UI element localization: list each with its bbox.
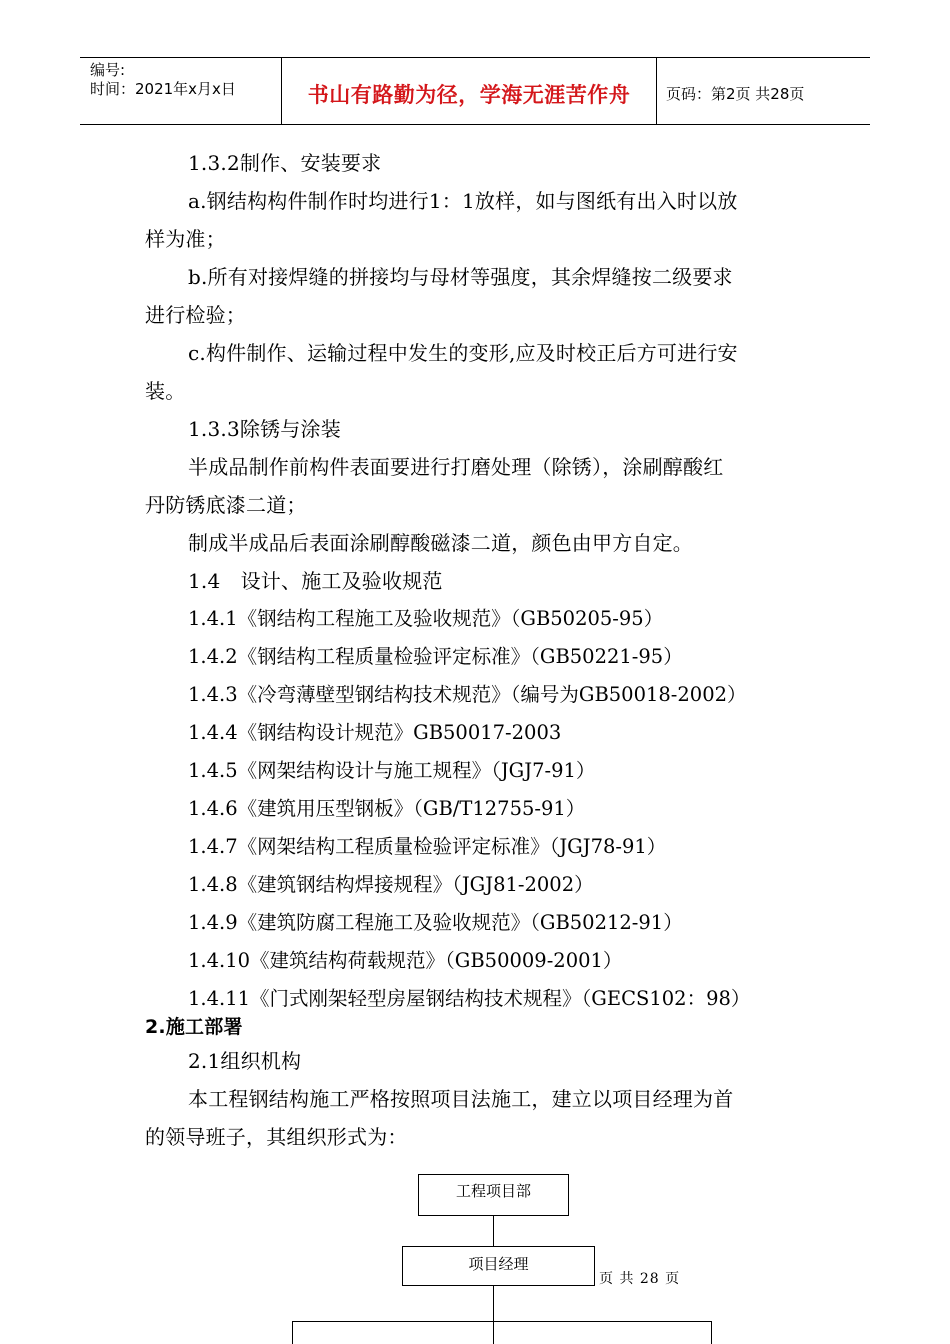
org-box-project-manager [402, 1246, 595, 1286]
footer-page-number: 页 共 28 页 [599, 1271, 681, 1287]
standard-reference: 1.4.4《钢结构设计规范》GB50017-2003 [188, 721, 562, 744]
header-page-number: 页码：第2页 共28页 [666, 85, 805, 103]
standard-reference: 1.4.7《网架结构工程质量检验评定标准》（JGJ78-91） [188, 835, 667, 858]
paragraph-line: 进行检验； [145, 303, 246, 327]
subsection-heading: 1.4 设计、施工及验收规范 [188, 569, 443, 593]
subsection-heading: 2.1组织机构 [188, 1049, 302, 1073]
subsection-heading: 1.3.3除锈与涂装 [188, 417, 341, 441]
page-header [80, 57, 870, 125]
paragraph-line: 丹防锈底漆二道； [145, 493, 307, 517]
standard-reference: 1.4.3《冷弯薄壁型钢结构技术规范》（编号为GB50018-2002） [188, 683, 747, 706]
date-label: 时间：2021年x月x日 [90, 80, 236, 98]
standard-reference: 1.4.8《建筑钢结构焊接规程》（JGJ81-2002） [188, 873, 594, 896]
serial-number-label: 编号: [90, 61, 126, 79]
org-branch-line [292, 1321, 293, 1344]
paragraph-line: 本工程钢结构施工严格按照项目法施工，建立以项目经理为首 [188, 1087, 734, 1111]
standard-reference: 1.4.10《建筑结构荷载规范》（GB50009-2001） [188, 949, 623, 972]
org-connector [493, 1216, 494, 1246]
org-connector [493, 1286, 494, 1344]
subsection-heading: 1.3.2制作、安装要求 [188, 151, 382, 175]
paragraph-line: b.所有对接焊缝的拼接均与母材等强度，其余焊缝按二级要求 [188, 265, 733, 289]
paragraph-line: 的领导班子，其组织形式为： [145, 1125, 408, 1149]
standard-reference: 1.4.2《钢结构工程质量检验评定标准》（GB50221-95） [188, 645, 683, 668]
standard-reference: 1.4.1《钢结构工程施工及验收规范》（GB50205-95） [188, 607, 664, 630]
org-box-label: 工程项目部 [455, 1182, 531, 1200]
org-branch-line [292, 1321, 712, 1322]
standard-reference: 1.4.6《建筑用压型钢板》（GB/T12755-91） [188, 797, 586, 820]
section-title: 2.施工部署 [145, 1016, 243, 1038]
paragraph-line: 样为准； [145, 227, 226, 251]
paragraph-line: a.钢结构构件制作时均进行1：1放样，如与图纸有出入时以放 [188, 189, 738, 213]
document-body [145, 144, 815, 1156]
paragraph-line: 半成品制作前构件表面要进行打磨处理（除锈），涂刷醇酸红 [188, 455, 724, 479]
header-meta [90, 61, 236, 99]
header-motto: 书山有路勤为径，学海无涯苦作舟 [307, 83, 631, 107]
standard-reference: 1.4.5《网架结构设计与施工规程》（JGJ7-91） [188, 759, 596, 782]
header-divider [656, 58, 657, 125]
paragraph-line: 制成半成品后表面涂刷醇酸磁漆二道，颜色由甲方自定。 [188, 531, 693, 555]
org-branch-line [711, 1321, 712, 1344]
standard-reference: 1.4.9《建筑防腐工程施工及验收规范》（GB50212-91） [188, 911, 683, 934]
org-box-label: 项目经理 [468, 1255, 529, 1273]
paragraph-line: 装。 [145, 379, 186, 403]
standard-reference: 1.4.11《门式刚架轻型房屋钢结构技术规程》（GECS102：98） [188, 987, 751, 1010]
org-box-project-department [418, 1174, 569, 1216]
paragraph-line: c.构件制作、运输过程中发生的变形,应及时校正后方可进行安 [188, 341, 738, 365]
